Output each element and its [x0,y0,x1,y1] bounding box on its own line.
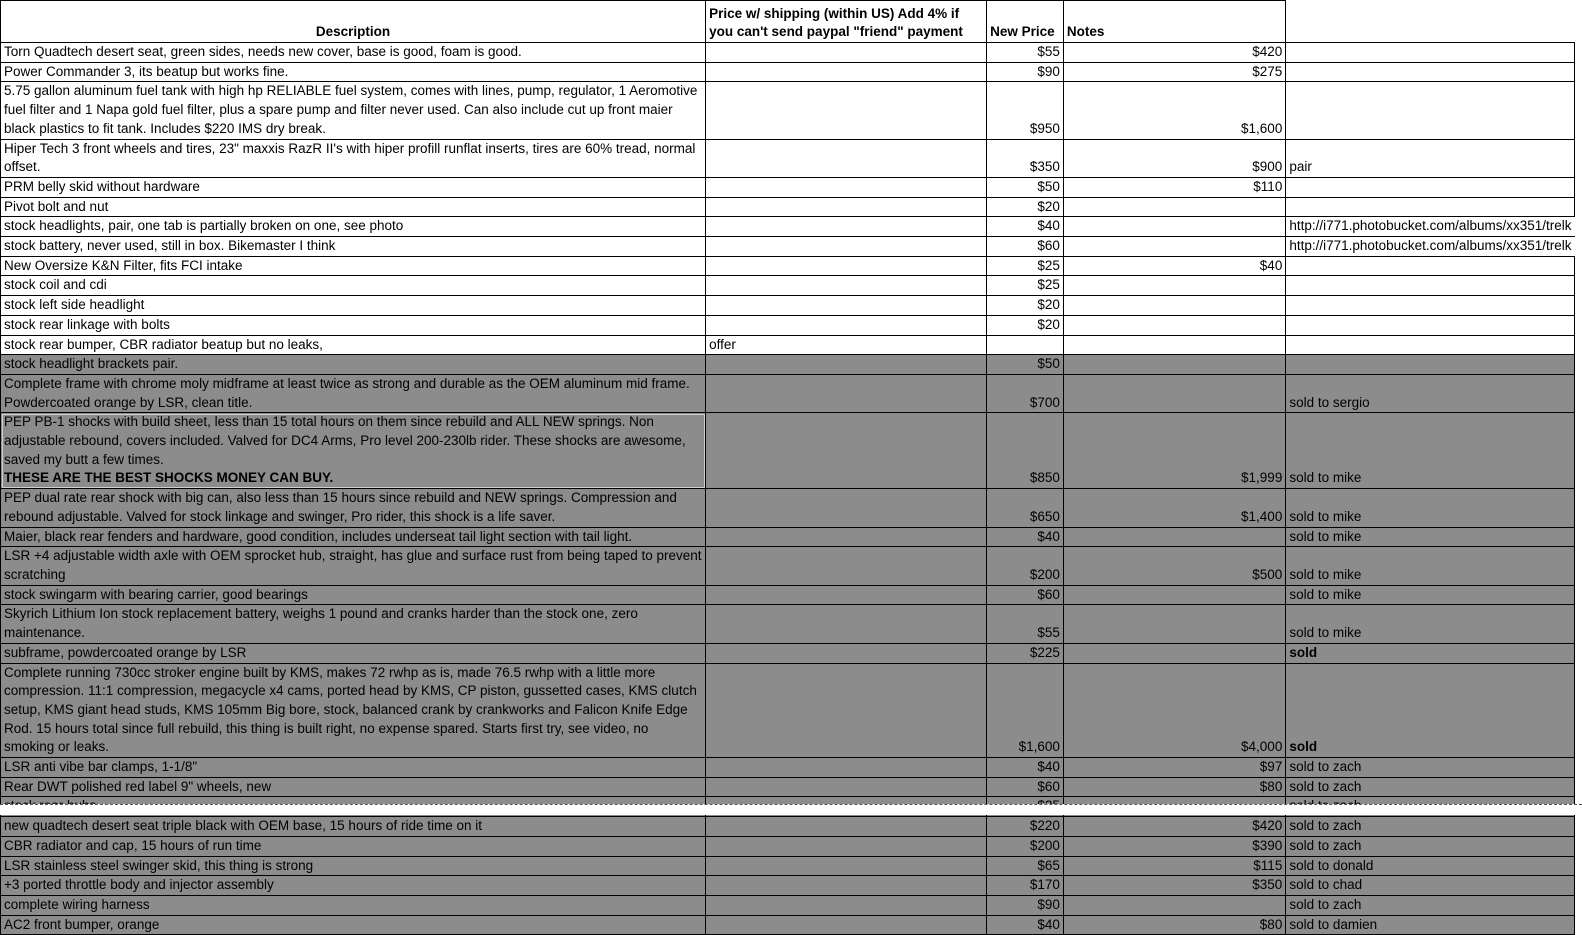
table-row [1,374,1582,412]
description-text: 5.75 gallon aluminum fuel tank with high hp RELIABLE fuel system, comes with lines, pump, regulator, 1 Aeromotive fuel filter and 1 Napa gold fuel filter, plus a spare pump and filter never used. Can also include cut up front maier black plastics to fit tank. Includes $220 IMS dry break. [4,83,698,136]
notes-cell[interactable]: sold to mike [1286,605,1575,643]
new-price-cell[interactable] [1063,355,1285,375]
empty-cell[interactable] [1575,915,1582,935]
table-row [1,585,1582,605]
price-note-cell[interactable] [706,876,987,896]
description-text: stock left side headlight [4,297,145,313]
table-row [1,836,1582,856]
notes-cell[interactable]: sold to zach [1286,777,1575,797]
description-text: stock headlight brackets pair. [4,356,179,372]
description-cell[interactable] [1,43,706,63]
empty-cell[interactable] [1286,1,1575,43]
description-text: LSR anti vibe bar clamps, 1-1/8" [4,759,198,775]
empty-cell[interactable] [1575,643,1582,663]
description-cell[interactable] [1,876,706,896]
description-cell[interactable] [1,62,706,82]
new-price-cell[interactable]: $420 [1063,43,1285,63]
price-note-cell[interactable] [706,315,987,335]
description-cell[interactable] [1,527,706,547]
price-cell[interactable]: $200 [987,836,1064,856]
price-note-cell[interactable] [706,237,987,257]
empty-cell[interactable] [1575,663,1582,758]
description-cell[interactable] [1,856,706,876]
table-row [1,62,1582,82]
description-cell[interactable] [1,335,706,355]
description-cell[interactable] [1,663,706,758]
price-cell[interactable]: $225 [987,643,1064,663]
empty-cell[interactable] [1575,197,1582,217]
table-row [1,547,1582,585]
new-price-cell[interactable]: $80 [1063,915,1285,935]
new-price-cell[interactable] [1063,335,1285,355]
empty-cell[interactable] [1575,62,1582,82]
table-row [1,817,1582,837]
price-note-cell[interactable] [706,817,987,837]
notes-cell[interactable]: sold to mike [1286,547,1575,585]
table-row [1,256,1582,276]
empty-cell[interactable] [1575,355,1582,375]
price-cell[interactable]: $60 [987,777,1064,797]
table-row [1,527,1582,547]
new-price-cell[interactable]: $900 [1063,139,1285,177]
description-text: stock battery, never used, still in box. Bikemaster I think [4,238,336,254]
new-price-cell[interactable]: $1,600 [1063,82,1285,139]
notes-cell[interactable] [1286,62,1575,82]
price-note-cell[interactable] [706,663,987,758]
table-row [1,217,1582,237]
header-notes[interactable]: Notes [1063,1,1285,43]
description-emphasis: THESE ARE THE BEST SHOCKS MONEY CAN BUY. [4,470,334,486]
empty-cell[interactable] [1575,82,1582,139]
description-text: CBR radiator and cap, 15 hours of run time [4,837,262,853]
notes-cell[interactable]: sold to mike [1286,489,1575,527]
empty-cell[interactable] [1575,335,1582,355]
notes-cell[interactable]: sold to zach [1286,895,1575,915]
price-cell[interactable]: $90 [987,895,1064,915]
table-row [1,43,1582,63]
notes-cell[interactable]: sold to mike [1286,413,1575,489]
price-cell[interactable]: $20 [987,315,1064,335]
price-note-cell[interactable] [706,489,987,527]
new-price-cell[interactable] [1063,895,1285,915]
empty-cell[interactable] [1575,777,1582,797]
empty-cell[interactable] [1575,605,1582,643]
new-price-cell[interactable]: $97 [1063,758,1285,778]
new-price-cell[interactable]: $4,000 [1063,663,1285,758]
new-price-cell[interactable] [1063,276,1285,296]
table-row [1,915,1582,935]
description-text: Rear DWT polished red label 9" wheels, new [4,778,272,794]
notes-cell[interactable] [1286,296,1575,316]
price-cell[interactable]: $350 [987,139,1064,177]
description-text: stock rear linkage with bolts [4,316,170,332]
header-new-price[interactable]: New Price [987,1,1064,43]
new-price-cell[interactable]: $350 [1063,876,1285,896]
empty-cell[interactable] [1575,876,1582,896]
price-note-cell[interactable] [706,139,987,177]
description-cell[interactable] [1,217,706,237]
description-text: Maier, black rear fenders and hardware, good condition, includes underseat tail light section with tail light. [4,528,633,544]
new-price-cell[interactable] [1063,643,1285,663]
price-cell[interactable]: $20 [987,197,1064,217]
price-cell[interactable]: $65 [987,856,1064,876]
price-note-cell[interactable] [706,856,987,876]
notes-cell[interactable]: sold to zach [1286,817,1575,837]
notes-cell[interactable] [1286,335,1575,355]
description-text: stock headlights, pair, one tab is partially broken on one, see photo [4,218,404,234]
price-note-cell[interactable] [706,527,987,547]
description-cell[interactable] [1,605,706,643]
price-cell[interactable]: $700 [987,374,1064,412]
price-cell[interactable]: $650 [987,489,1064,527]
notes-cell[interactable] [1286,315,1575,335]
price-note-cell[interactable] [706,585,987,605]
description-cell[interactable] [1,276,706,296]
price-note-cell[interactable] [706,43,987,63]
description-cell[interactable] [1,915,706,935]
new-price-cell[interactable] [1063,296,1285,316]
new-price-cell[interactable]: $40 [1063,256,1285,276]
empty-cell[interactable] [1575,413,1582,489]
table-row [1,643,1582,663]
notes-cell[interactable]: sold [1286,663,1575,758]
empty-cell[interactable] [1575,296,1582,316]
new-price-cell[interactable]: $420 [1063,817,1285,837]
notes-cell[interactable]: sold to donald [1286,856,1575,876]
table-row [1,758,1582,778]
description-cell[interactable] [1,836,706,856]
header-price[interactable]: Price w/ shipping (within US) Add 4% if you can't send paypal "friend" payment [706,1,987,43]
description-cell[interactable] [1,197,706,217]
empty-cell[interactable] [1575,177,1582,197]
price-note-cell[interactable] [706,296,987,316]
description-text: complete wiring harness [4,896,150,912]
price-note-cell[interactable] [706,197,987,217]
price-note-cell[interactable] [706,374,987,412]
new-price-cell[interactable] [1063,374,1285,412]
notes-cell[interactable]: sold to mike [1286,585,1575,605]
price-cell[interactable]: $220 [987,817,1064,837]
table-row [1,663,1582,758]
price-cell[interactable]: $40 [987,217,1064,237]
price-cell[interactable]: $25 [987,276,1064,296]
notes-cell[interactable]: sold to damien [1286,915,1575,935]
price-cell[interactable]: $1,600 [987,663,1064,758]
description-text: LSR +4 adjustable width axle with OEM sprocket hub, straight, has glue and surface rust from being taped to prevent scratching [4,548,702,582]
new-price-cell[interactable] [1063,217,1285,237]
description-cell[interactable] [1,139,706,177]
description-text: PEP PB-1 shocks with build sheet, less than 15 total hours on them since rebuild and ALL NEW springs. Non adjustable rebound, covers included. Valved for DC4 Arms, Pro level 200-230lb rider. These shocks are awesome, saved my butt a few times. [4,414,686,467]
notes-cell[interactable]: sold to mike [1286,527,1575,547]
table-row [1,895,1582,915]
empty-cell[interactable] [1575,237,1582,257]
new-price-cell[interactable]: $1,999 [1063,413,1285,489]
description-cell[interactable] [1,585,706,605]
header-description[interactable]: Description [1,1,706,43]
table-row [1,296,1582,316]
table-row [1,177,1582,197]
price-note-cell[interactable] [706,836,987,856]
price-note-cell[interactable] [706,758,987,778]
description-cell[interactable] [1,758,706,778]
price-note-cell[interactable] [706,256,987,276]
table-row [1,335,1582,355]
table-row [1,489,1582,527]
new-price-cell[interactable]: $110 [1063,177,1285,197]
price-note-cell[interactable] [706,643,987,663]
description-text: Complete frame with chrome moly midframe at least twice as strong and durable as the OEM aluminum mid frame. Powdercoated orange by LSR, clean title. [4,375,690,410]
table-row [1,82,1582,139]
description-cell[interactable] [1,237,706,257]
price-cell[interactable]: $55 [987,43,1064,63]
table-row [1,276,1582,296]
new-price-cell[interactable] [1063,315,1285,335]
new-price-cell[interactable]: $275 [1063,62,1285,82]
price-cell[interactable]: $40 [987,915,1064,935]
description-cell[interactable] [1,895,706,915]
price-note-cell[interactable] [706,82,987,139]
new-price-cell[interactable] [1063,605,1285,643]
price-note-cell[interactable] [706,62,987,82]
table-row [1,413,1582,489]
price-cell[interactable]: $55 [987,605,1064,643]
description-cell[interactable] [1,82,706,139]
description-text: PEP dual rate rear shock with big can, also less than 15 hours since rebuild and NEW springs. Compression and rebound adjustable. Valved for stock linkage and swinger, Pro rider, this shock is a life saver. [4,490,677,524]
notes-cell[interactable] [1286,256,1575,276]
price-note-cell[interactable]: offer [706,335,987,355]
notes-cell[interactable] [1286,276,1575,296]
price-note-cell[interactable] [706,355,987,375]
empty-cell[interactable] [1575,527,1582,547]
table-row [1,777,1582,797]
notes-cell[interactable]: sold [1286,643,1575,663]
price-note-cell[interactable] [706,777,987,797]
price-note-cell[interactable] [706,276,987,296]
price-cell[interactable]: $25 [987,256,1064,276]
description-text: stock rear bumper, CBR radiator beatup but no leaks, [4,336,323,352]
notes-cell[interactable]: http://i771.photobucket.com/albums/xx351/trelk [1286,217,1575,237]
notes-cell[interactable]: sold to sergio [1286,374,1575,412]
empty-cell[interactable] [1575,856,1582,876]
price-cell[interactable]: $40 [987,527,1064,547]
price-note-cell[interactable] [706,177,987,197]
price-cell[interactable]: $90 [987,62,1064,82]
price-note-cell[interactable] [706,605,987,643]
description-cell[interactable] [1,355,706,375]
new-price-cell[interactable]: $80 [1063,777,1285,797]
description-text: Hiper Tech 3 front wheels and tires, 23" maxxis RazR II's with hiper profill runflat inserts, tires are 60% tread, normal offset. [4,140,696,175]
price-cell[interactable] [987,335,1064,355]
table-row [1,355,1582,375]
notes-cell[interactable]: sold to chad [1286,876,1575,896]
description-text: Torn Quadtech desert seat, green sides, needs new cover, base is good, foam is good. [4,44,522,59]
empty-cell[interactable] [1575,374,1582,412]
empty-cell[interactable] [1575,315,1582,335]
price-cell[interactable]: $50 [987,355,1064,375]
description-text: stock coil and cdi [4,277,107,293]
empty-cell[interactable] [1575,817,1582,837]
empty-cell[interactable] [1575,276,1582,296]
table-row [1,197,1582,217]
empty-cell[interactable] [1575,43,1582,63]
price-cell[interactable]: $50 [987,177,1064,197]
description-text: LSR stainless steel swinger skid, this thing is strong [4,857,314,873]
empty-cell[interactable] [1575,256,1582,276]
price-cell[interactable]: $20 [987,296,1064,316]
price-cell[interactable]: $950 [987,82,1064,139]
new-price-cell[interactable] [1063,237,1285,257]
description-text: Complete running 730cc stroker engine built by KMS, makes 72 rwhp as is, made 76.5 rwhp with a little more compression. 11:1 compression, megacycle x4 cams, ported head by KMS, CP piston, gussetted cases, KMS clutch setup, KMS giant head studs, KMS 105mm Big bore, stock, balanced crank by crankworks and Falicon Knife Edge Rod. 15 hours total since full rebuild, this thing is built right, no expense spared. Starts first try, see video, no smoking or leaks. [4,664,697,755]
description-cell[interactable] [1,296,706,316]
empty-cell[interactable] [1575,836,1582,856]
table-row [1,139,1582,177]
table-row [1,315,1582,335]
notes-cell[interactable] [1286,43,1575,63]
price-note-cell[interactable] [706,895,987,915]
description-text: AC2 front bumper, orange [4,916,160,932]
price-cell[interactable]: $850 [987,413,1064,489]
notes-cell[interactable]: pair [1286,139,1575,177]
notes-cell[interactable] [1286,355,1575,375]
empty-cell[interactable] [1575,758,1582,778]
description-text: +3 ported throttle body and injector assembly [4,877,274,893]
description-text: PRM belly skid without hardware [4,178,200,194]
price-cell[interactable]: $60 [987,237,1064,257]
empty-cell[interactable] [1575,547,1582,585]
new-price-cell[interactable] [1063,197,1285,217]
description-text: New Oversize K&N Filter, fits FCI intake [4,257,243,273]
empty-cell[interactable] [1575,139,1582,177]
table-row [1,876,1582,896]
price-note-cell[interactable] [706,413,987,489]
empty-cell[interactable] [1575,489,1582,527]
new-price-cell[interactable]: $500 [1063,547,1285,585]
description-cell[interactable] [1,489,706,527]
table-row [1,237,1582,257]
description-text: Power Commander 3, its beatup but works fine. [4,63,289,79]
description-cell[interactable] [1,413,706,489]
price-note-cell[interactable] [706,547,987,585]
table-row [1,856,1582,876]
new-price-cell[interactable] [1063,527,1285,547]
description-cell[interactable] [1,777,706,797]
price-cell[interactable]: $60 [987,585,1064,605]
price-cell[interactable]: $200 [987,547,1064,585]
notes-cell[interactable] [1286,177,1575,197]
empty-cell[interactable] [1575,895,1582,915]
empty-cell[interactable] [1575,585,1582,605]
price-note-cell[interactable] [706,915,987,935]
new-price-cell[interactable]: $115 [1063,856,1285,876]
description-text: subframe, powdercoated orange by LSR [4,644,247,660]
notes-cell[interactable]: http://i771.photobucket.com/albums/xx351/trelk [1286,237,1575,257]
description-text: Pivot bolt and nut [4,198,109,214]
price-cell[interactable]: $40 [987,758,1064,778]
notes-cell[interactable] [1286,82,1575,139]
price-cell[interactable]: $170 [987,876,1064,896]
notes-cell[interactable]: sold to zach [1286,758,1575,778]
price-note-cell[interactable] [706,217,987,237]
description-cell[interactable] [1,817,706,837]
notes-cell[interactable]: sold to zach [1286,836,1575,856]
description-cell[interactable] [1,256,706,276]
description-cell[interactable] [1,315,706,335]
description-text: new quadtech desert seat triple black with OEM base, 15 hours of ride time on it [4,818,482,834]
empty-cell[interactable] [1575,217,1582,237]
header-row [1,1,1582,43]
new-price-cell[interactable]: $1,400 [1063,489,1285,527]
description-text: stock swingarm with bearing carrier, good bearings [4,586,308,602]
description-text: Skyrich Lithium Ion stock replacement battery, weighs 1 pound and cranks harder than the stock one, zero maintenance. [4,606,638,641]
description-cell[interactable] [1,547,706,585]
description-cell[interactable] [1,643,706,663]
notes-cell[interactable] [1286,197,1575,217]
description-cell[interactable] [1,177,706,197]
description-cell[interactable] [1,374,706,412]
new-price-cell[interactable] [1063,585,1285,605]
table-row [1,605,1582,643]
new-price-cell[interactable]: $390 [1063,836,1285,856]
page-break-line [0,804,1582,815]
